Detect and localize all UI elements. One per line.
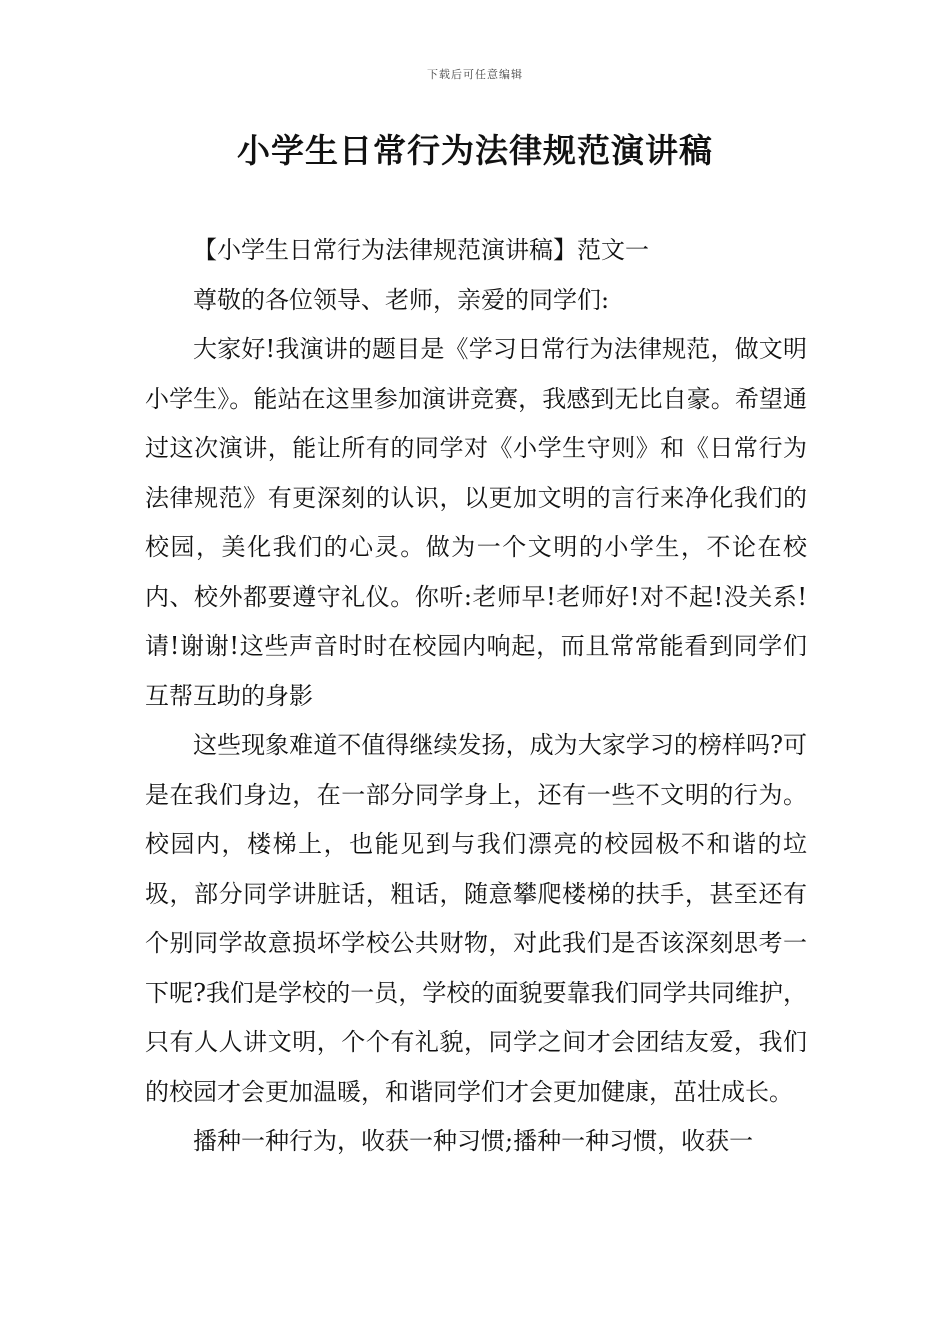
paragraph-salutation: 尊敬的各位领导、老师，亲爱的同学们: bbox=[193, 285, 610, 314]
document-title: 小学生日常行为法律规范演讲稿 bbox=[237, 131, 713, 170]
paragraph-continued: 播种一种行为，收获一种习惯;播种一种习惯，收获一 bbox=[193, 1127, 754, 1155]
document-body bbox=[145, 226, 807, 1167]
header-note: 下载后可任意编辑 bbox=[427, 68, 523, 81]
paragraph-subtitle: 【小学生日常行为法律规范演讲稿】范文一 bbox=[193, 236, 649, 264]
paragraph-body: 这些现象难道不值得继续发扬，成为大家学习的榜样吗?可是在我们身边，在一部分同学身上，还有一些不文明的行为。校园内，楼梯上，也能见到与我们漂亮的校园极不和谐的垃圾，部分同学讲脏话，粗话，随意攀爬楼梯的扶手，甚至还有个别同学故意损坏学校公共财物，对此我们是否该深刻思考一下呢?我们是学校的一员，学校的面貌要靠我们同学共同维护，只有人人讲文明，个个有礼貌，同学之间才会团结友爱，我们的校园才会更加温暖，和谐同学们才会更加健康，茁壮成长。 bbox=[145, 731, 807, 1106]
paragraph-opening: 大家好!我演讲的题目是《学习日常行为法律规范，做文明小学生》。能站在这里参加演讲竞赛，我感到无比自豪。希望通过这次演讲，能让所有的同学对《小学生守则》和《日常行为法律规范》有更深刻的认识，以更加文明的言行来净化我们的校园，美化我们的心灵。做为一个文明的小学生，不论在校内、校外都要遵守礼仪。你听:老师早!老师好!对不起!没关系!请!谢谢!这些声音时时在校园内响起，而且常常能看到同学们互帮互助的身影 bbox=[145, 335, 807, 710]
